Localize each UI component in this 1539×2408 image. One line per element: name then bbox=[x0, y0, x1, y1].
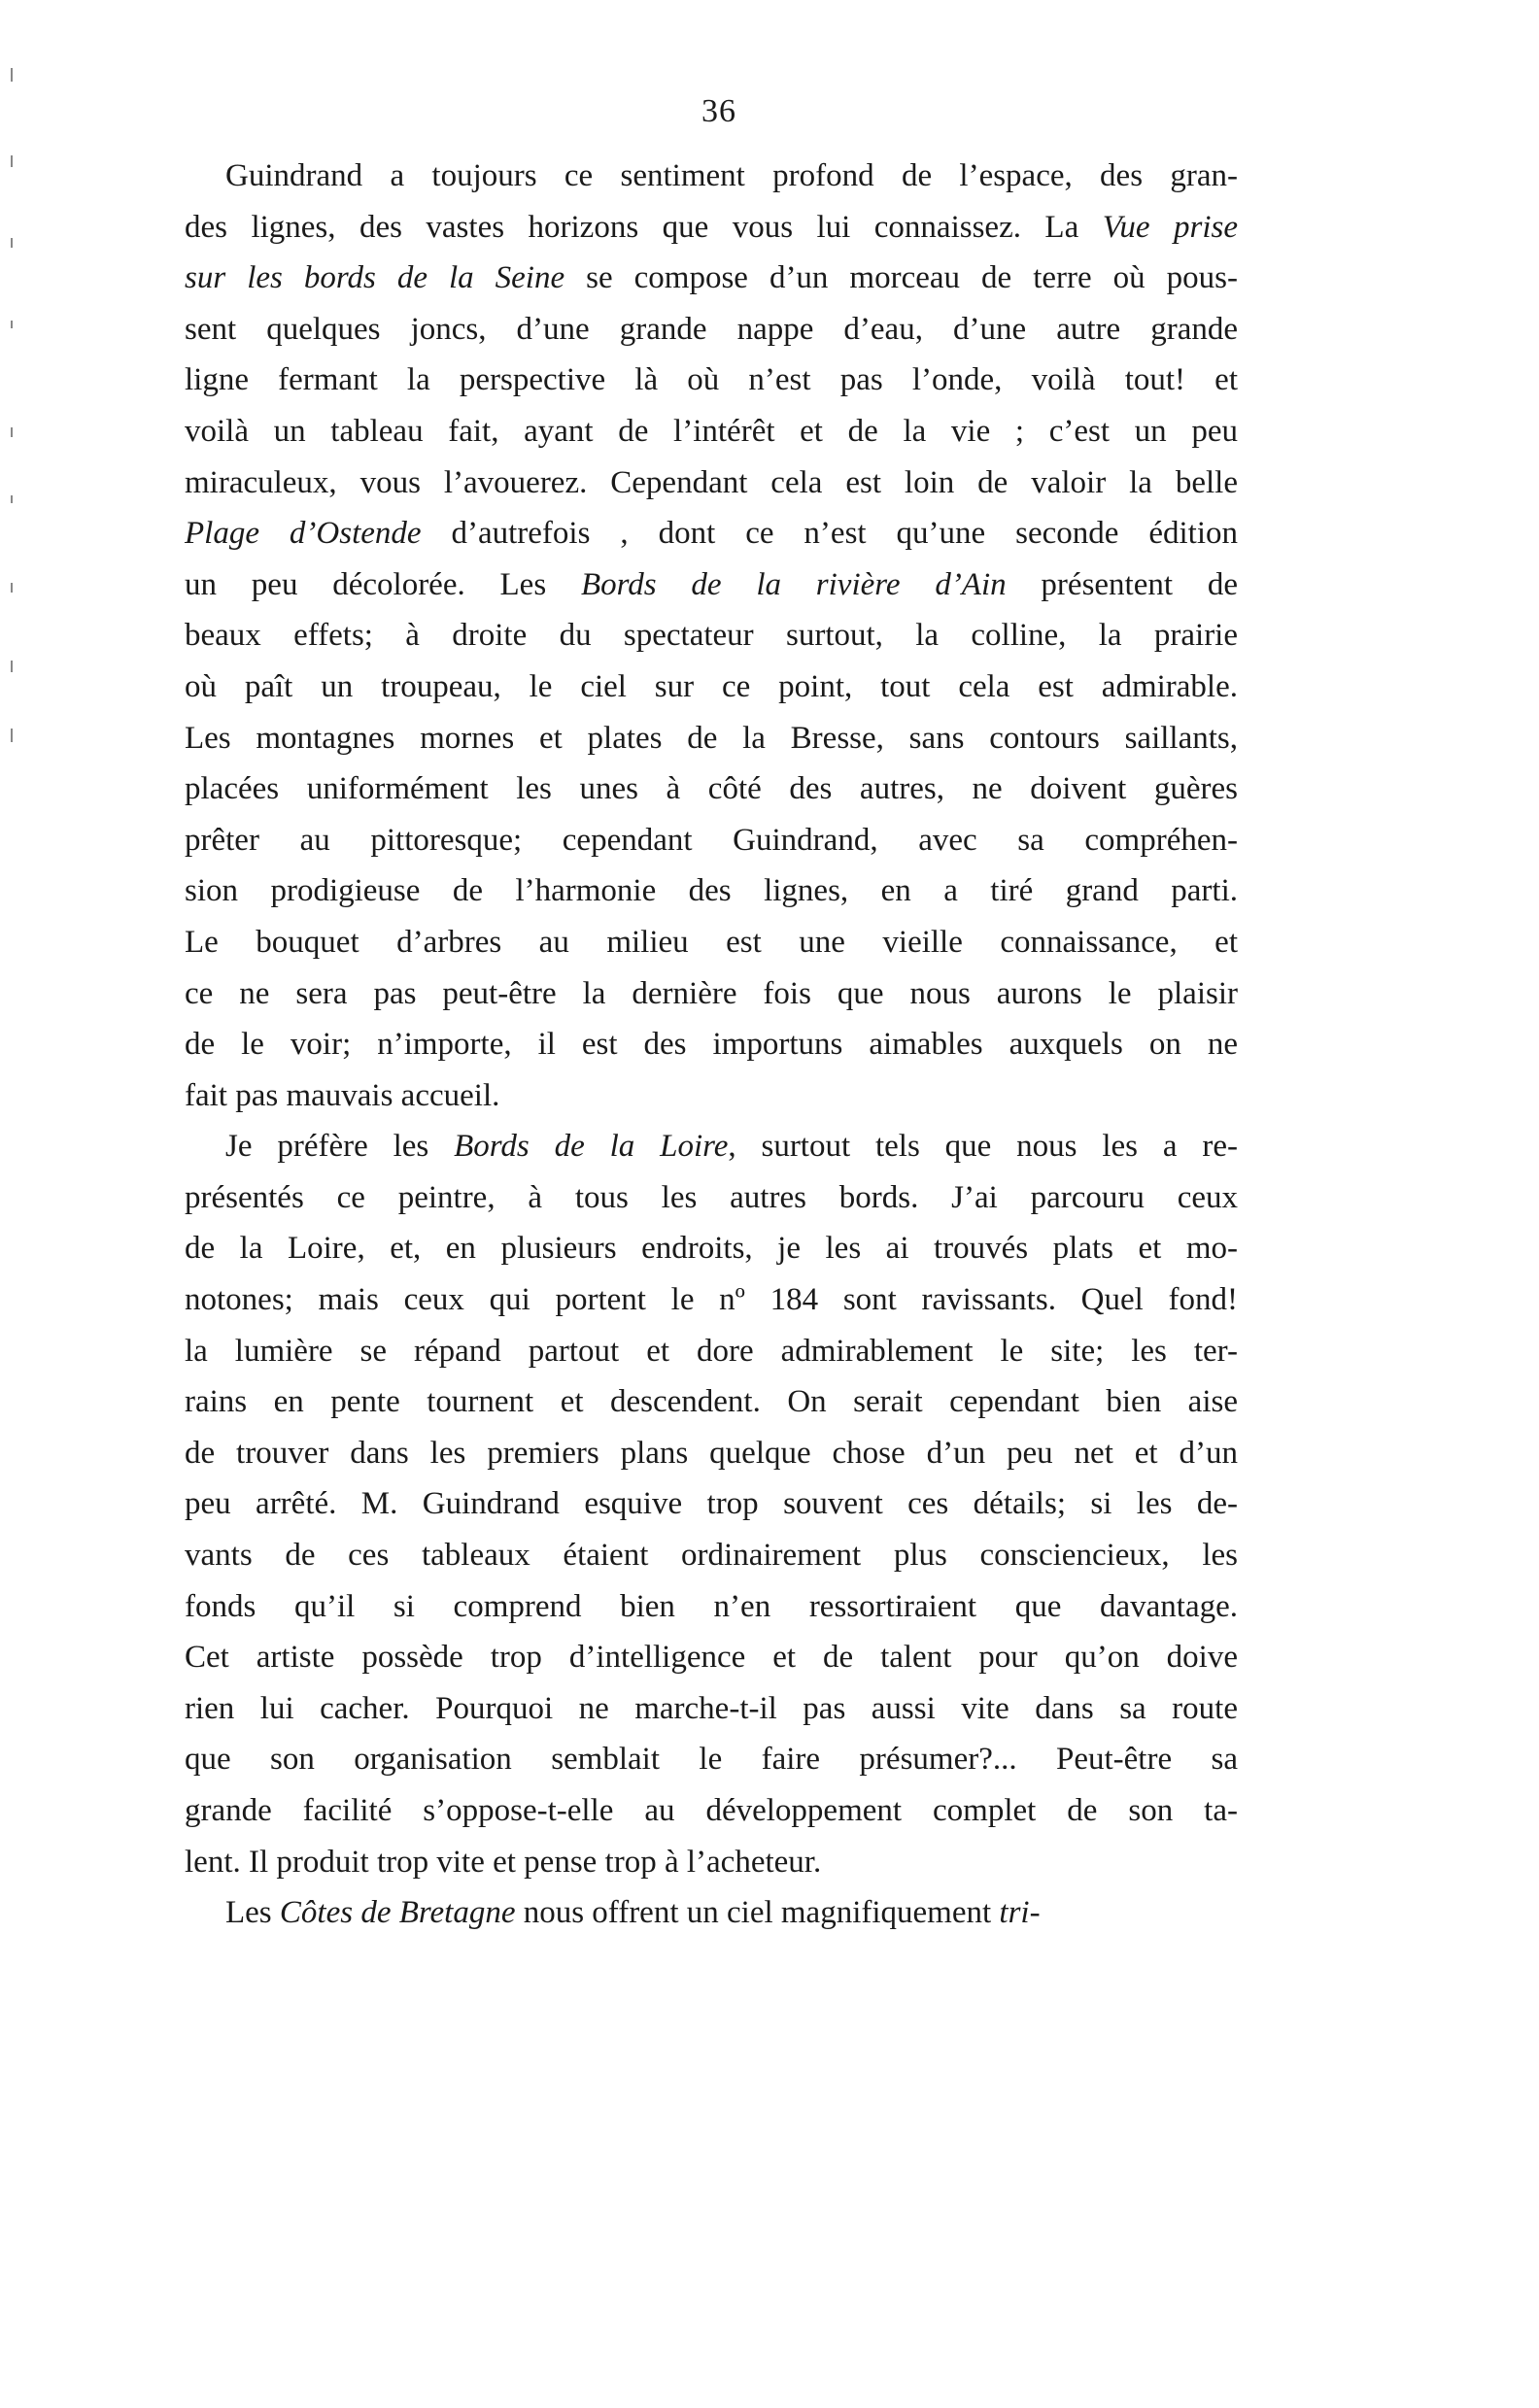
text-run: fonds qu’il si comprend bien n’en ressortiraient que davantage. bbox=[185, 1588, 1238, 1624]
text-line bbox=[185, 1632, 1238, 1683]
paragraph bbox=[185, 1887, 1238, 1939]
text-run: Le bouquet d’arbres au milieu est une vieille connaissance, et bbox=[185, 924, 1238, 960]
text-line bbox=[185, 1683, 1238, 1735]
text-run: Les montagnes mornes et plates de la Bresse, sans contours saillants, bbox=[185, 720, 1238, 756]
text-run: sion prodigieuse de l’harmonie des lignes, en a tiré grand parti. bbox=[185, 873, 1238, 909]
text-line bbox=[185, 458, 1238, 509]
text-run: vants de ces tableaux étaient ordinairement plus consciencieux, les bbox=[185, 1538, 1238, 1574]
italic-title: Plage d’Ostende bbox=[185, 516, 422, 552]
text-line bbox=[185, 304, 1238, 356]
text-line bbox=[185, 1070, 1238, 1122]
text-line bbox=[185, 661, 1238, 713]
text-line bbox=[185, 1121, 1238, 1172]
body-text bbox=[185, 151, 1238, 1939]
text-run: peu arrêté. M. Guindrand esquive trop souvent ces détails; si les de- bbox=[185, 1486, 1238, 1522]
italic-title: tri- bbox=[999, 1895, 1041, 1931]
text-line bbox=[185, 202, 1238, 254]
text-line bbox=[185, 1734, 1238, 1785]
text-run: de le voir; n’importe, il est des importuns aimables auxquels on ne bbox=[185, 1027, 1238, 1063]
text-run: la lumière se répand partout et dore admirablement le site; les ter- bbox=[185, 1333, 1238, 1369]
text-run: d’autrefois , dont ce n’est qu’une seconde édition bbox=[421, 516, 1238, 552]
text-line bbox=[185, 1376, 1238, 1428]
text-line bbox=[185, 560, 1238, 611]
italic-title: Bords de la rivière d’Ain bbox=[580, 566, 1007, 602]
text-run: beaux effets; à droite du spectateur surtout, la colline, la prairie bbox=[185, 618, 1238, 654]
text-run: rains en pente tournent et descendent. On serait cependant bien aise bbox=[185, 1384, 1238, 1420]
text-line bbox=[185, 253, 1238, 304]
text-run: de trouver dans les premiers plans quelque chose d’un peu net et d’un bbox=[185, 1435, 1238, 1471]
text-run: se compose d’un morceau de terre où pous- bbox=[564, 260, 1238, 296]
italic-title: sur les bords de la Seine bbox=[185, 260, 565, 296]
text-line bbox=[185, 610, 1238, 661]
text-run: notones; mais ceux qui portent le nº 184 sont ravissants. Quel fond! bbox=[185, 1282, 1238, 1318]
text-run: lent. Il produit trop vite et pense trop à l’acheteur. bbox=[185, 1844, 822, 1880]
text-run: placées uniformément les unes à côté des autres, ne doivent guères bbox=[185, 771, 1238, 807]
italic-title: Bords de la Loire bbox=[454, 1129, 729, 1165]
text-run: fait pas mauvais accueil. bbox=[185, 1077, 500, 1113]
text-line bbox=[185, 815, 1238, 866]
text-line bbox=[185, 1581, 1238, 1633]
text-line bbox=[185, 1223, 1238, 1274]
text-line bbox=[185, 1887, 1238, 1939]
text-line bbox=[185, 1478, 1238, 1530]
text-run: où paît un troupeau, le ciel sur ce point, tout cela est admirable. bbox=[185, 668, 1238, 704]
text-line bbox=[185, 1785, 1238, 1837]
text-line bbox=[185, 917, 1238, 968]
text-line bbox=[185, 1274, 1238, 1326]
paragraph bbox=[185, 1121, 1238, 1887]
text-line bbox=[185, 355, 1238, 406]
text-line bbox=[185, 508, 1238, 560]
text-run: sent quelques joncs, d’une grande nappe d’eau, d’une autre grande bbox=[185, 311, 1238, 347]
text-line bbox=[185, 1530, 1238, 1581]
text-line bbox=[185, 1172, 1238, 1224]
text-run: présentés ce peintre, à tous les autres bords. J’ai parcouru ceux bbox=[185, 1179, 1238, 1215]
text-run: un peu décolorée. Les bbox=[185, 566, 581, 602]
text-run: des lignes, des vastes horizons que vous lui connaissez. La bbox=[185, 209, 1103, 245]
text-line bbox=[185, 1019, 1238, 1070]
text-run: miraculeux, vous l’avouerez. Cependant cela est loin de valoir la belle bbox=[185, 464, 1238, 500]
text-line bbox=[185, 406, 1238, 458]
text-run: Cet artiste possède trop d’intelligence et de talent pour qu’on doive bbox=[185, 1640, 1238, 1676]
text-line bbox=[185, 713, 1238, 764]
text-run: ce ne sera pas peut-être la dernière fois que nous aurons le plaisir bbox=[185, 975, 1238, 1011]
text-run: grande facilité s’oppose-t-elle au développement complet de son ta- bbox=[185, 1793, 1238, 1828]
text-line bbox=[185, 1837, 1238, 1888]
text-run: nous offrent un ciel magnifiquement bbox=[515, 1895, 1000, 1931]
text-run: Guindrand a toujours ce sentiment profond de l’espace, des gran- bbox=[225, 158, 1238, 193]
text-run: Les bbox=[225, 1895, 280, 1931]
text-run: que son organisation semblait le faire présumer?... Peut-être sa bbox=[185, 1742, 1238, 1778]
text-run: prêter au pittoresque; cependant Guindrand, avec sa compréhen- bbox=[185, 822, 1238, 858]
text-run: , surtout tels que nous les a re- bbox=[728, 1129, 1238, 1165]
paragraph bbox=[185, 151, 1238, 1121]
text-run: ligne fermant la perspective là où n’est pas l’onde, voilà tout! et bbox=[185, 362, 1238, 398]
text-line bbox=[185, 151, 1238, 202]
italic-title: Côtes de Bretagne bbox=[279, 1895, 516, 1931]
text-run: rien lui cacher. Pourquoi ne marche-t-il pas aussi vite dans sa route bbox=[185, 1690, 1238, 1726]
text-run: Je préfère les bbox=[225, 1129, 455, 1165]
margin-scan-marks bbox=[8, 68, 17, 767]
text-line bbox=[185, 1326, 1238, 1377]
page-number: 36 bbox=[701, 93, 736, 129]
text-run: présentent de bbox=[1006, 566, 1238, 602]
text-run: de la Loire, et, en plusieurs endroits, je les ai trouvés plats et mo- bbox=[185, 1231, 1238, 1267]
text-line bbox=[185, 968, 1238, 1020]
text-line bbox=[185, 1428, 1238, 1479]
text-run: voilà un tableau fait, ayant de l’intérêt et de la vie ; c’est un peu bbox=[185, 413, 1238, 449]
text-line bbox=[185, 763, 1238, 815]
italic-title: Vue prise bbox=[1102, 209, 1238, 245]
text-line bbox=[185, 865, 1238, 917]
